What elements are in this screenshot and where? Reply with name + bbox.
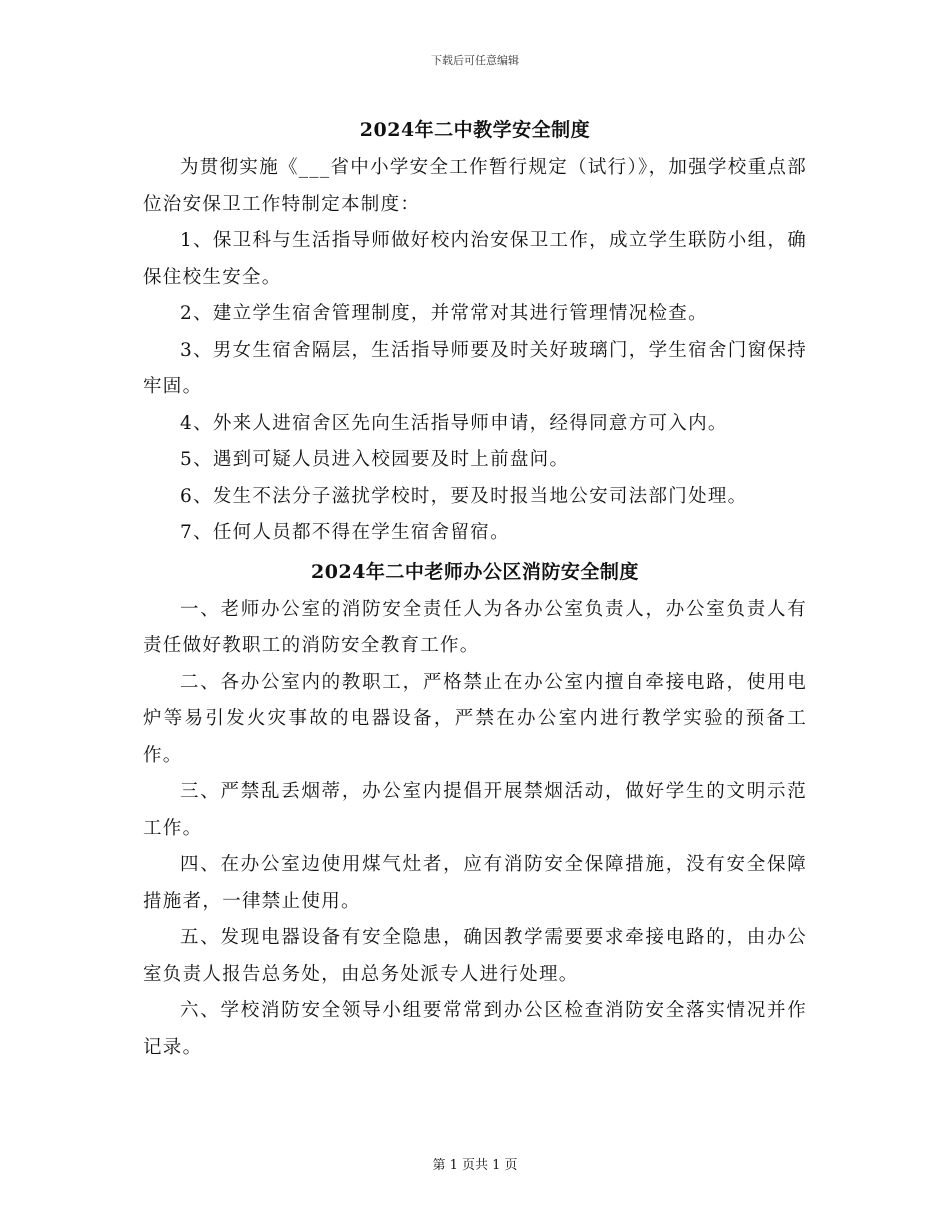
paragraph-item-3: 3、男女生宿舍隔层，生活指导师要及时关好玻璃门，学生宿舍门窗保持牢固。 [143,339,807,397]
paragraph-fire-4: 四、在办公室边使用煤气灶者，应有消防安全保障措施，没有安全保障措施者，一律禁止使用。 [143,854,807,912]
paragraph-fire-5: 五、发现电器设备有安全隐患，确因教学需要要求牵接电路的，由办公室负责人报告总务处，由总务处派专人进行处理。 [143,927,807,985]
paragraph-fire-1: 一、老师办公室的消防安全责任人为各办公室负责人，办公室负责人有责任做好教职工的消防安全教育工作。 [143,598,807,656]
paragraph-item-1: 1、保卫科与生活指导师做好校内治安保卫工作，成立学生联防小组，确保住校生安全。 [143,230,807,288]
paragraph-item-4: 4、外来人进宿舍区先向生活指导师申请，经得同意方可入内。 [180,412,728,434]
section-title-fire-safety: 2024年二中老师办公区消防安全制度 [311,560,639,583]
document-body [143,110,807,1066]
page-header-note: 下载后可任意编辑 [431,54,519,67]
section-title-teaching-safety: 2024年二中教学安全制度 [359,119,591,141]
paragraph-item-6: 6、发生不法分子滋扰学校时，要及时报当地公安司法部门处理。 [180,485,748,507]
paragraph-item-5: 5、遇到可疑人员进入校园要及时上前盘问。 [180,449,570,470]
page-number: 第 1 页共 1 页 [432,1158,518,1173]
paragraph-intro: 为贯彻实施《___省中小学安全工作暂行规定（试行）》，加强学校重点部位治安保卫工作特制定本制度： [143,157,807,215]
paragraph-fire-2: 二、各办公室内的教职工，严格禁止在办公室内擅自牵接电路，使用电炉等易引发火灾事故的电器设备，严禁在办公室内进行教学实验的预备工作。 [143,671,807,766]
paragraph-item-7: 7、任何人员都不得在学生宿舍留宿。 [180,522,510,543]
paragraph-item-2: 2、建立学生宿舍管理制度，并常常对其进行管理情况检查。 [180,303,708,324]
paragraph-fire-6: 六、学校消防安全领导小组要常常到办公区检查消防安全落实情况并作记录。 [143,1000,807,1058]
paragraph-fire-3: 三、严禁乱丢烟蒂，办公室内提倡开展禁烟活动，做好学生的文明示范工作。 [143,781,807,839]
